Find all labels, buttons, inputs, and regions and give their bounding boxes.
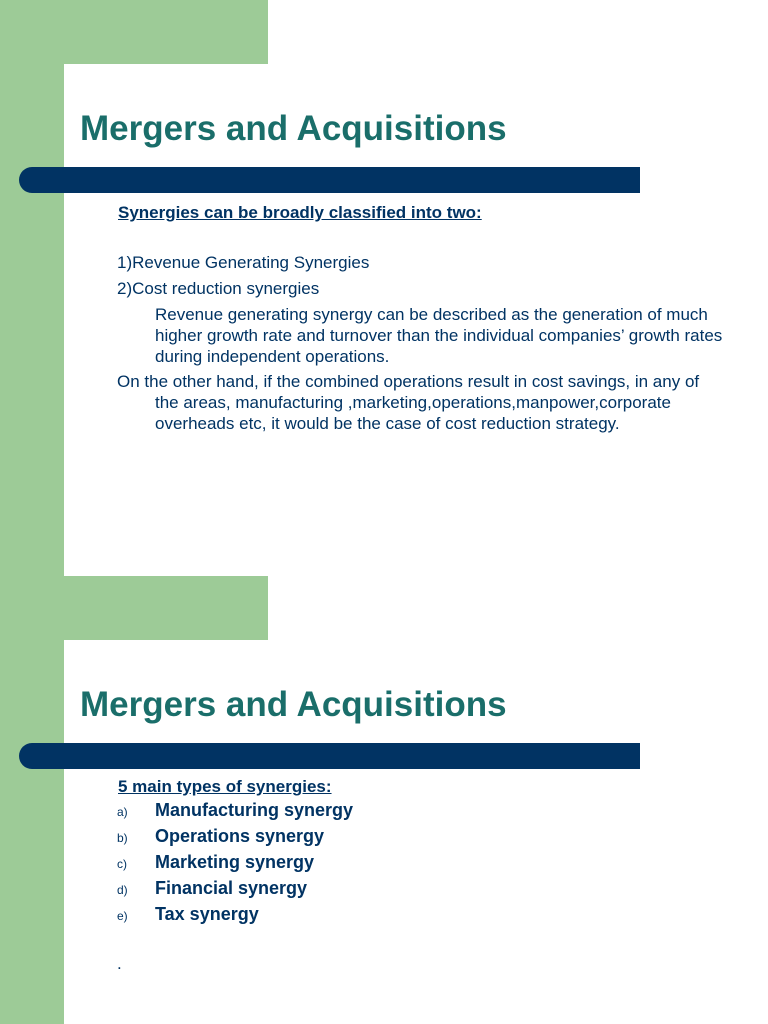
paragraph-cost: On the other hand, if the combined operations result in cost savings, in any of the areas, manufacturing ,marketing,operations,manpower,corporate overheads etc, it would be the case of cost reduction strategy.: [117, 372, 700, 433]
slide-2: [0, 576, 768, 1024]
title-bar: [19, 167, 640, 193]
list-marker: e): [117, 909, 128, 923]
slide-title: Mergers and Acquisitions: [80, 685, 507, 724]
slide-subtitle: Synergies can be broadly classified into two:: [118, 203, 482, 222]
list-line-2: 2)Cost reduction synergies: [117, 279, 320, 298]
slide-title: Mergers and Acquisitions: [80, 109, 507, 148]
green-block: [0, 576, 268, 640]
list-item-text: Marketing synergy: [155, 852, 315, 872]
list-item-text: Financial synergy: [155, 878, 308, 898]
list-marker: d): [117, 883, 128, 897]
list-line-1: 1)Revenue Generating Synergies: [117, 253, 370, 272]
green-block: [0, 0, 268, 64]
green-strip: [0, 0, 64, 576]
list-marker: a): [117, 805, 128, 819]
title-bar: [19, 743, 640, 769]
list-marker: c): [117, 857, 127, 871]
list-item-text: Operations synergy: [155, 826, 325, 846]
trailing-period: .: [117, 954, 122, 973]
green-strip: [0, 576, 64, 1024]
slide-subtitle: 5 main types of synergies:: [118, 777, 332, 796]
list-item-text: Manufacturing synergy: [155, 800, 354, 820]
list-item-text: Tax synergy: [155, 904, 259, 924]
paragraph-revenue: Revenue generating synergy can be described as the generation of much higher growth rate and turnover than the individual companies’ growth rates during independent operations.: [155, 305, 723, 366]
list-marker: b): [117, 831, 128, 845]
